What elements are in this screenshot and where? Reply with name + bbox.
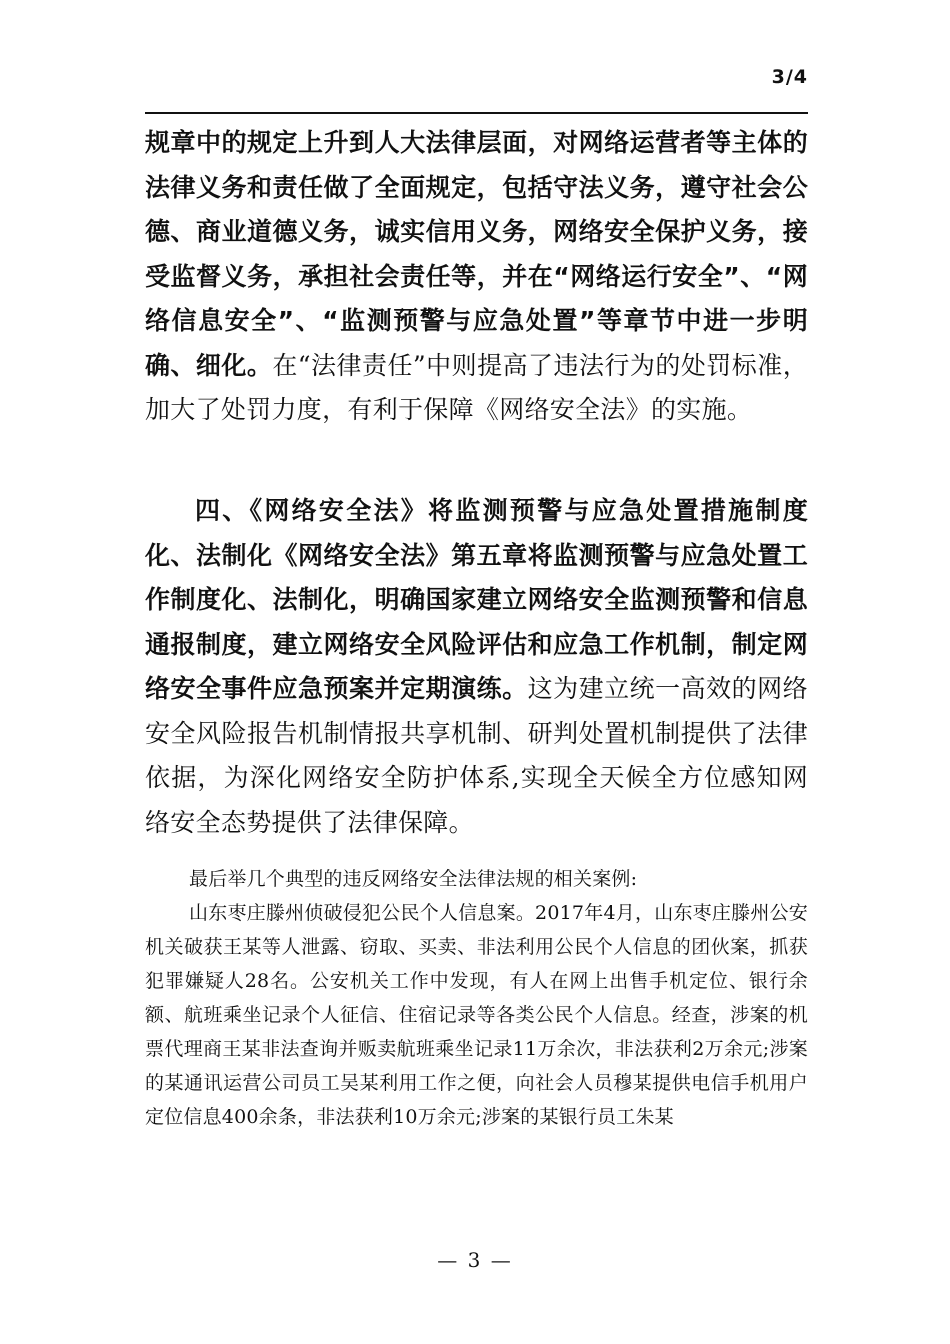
paragraph-legal-obligations [145, 121, 808, 433]
header-rule [145, 112, 808, 114]
section-heading-text: 四、《网络安全法》将监测预警与应急处置措施制度化、法制化《网络安全法》第五章将监测预警与应急处置工作制度化、法制化，明确国家建立网络安全监测预警和信息通报制度，建立网络安全风险评估和应急工作机制，制定网络安全事件应急预案并定期演练。 [145, 496, 808, 703]
footer-page-number: — 3 — [437, 1248, 513, 1272]
paragraph-case-tengzhou: 山东枣庄滕州侦破侵犯公民个人信息案。2017年4月，山东枣庄滕州公安机关破获王某等人泄露、窃取、买卖、非法利用公民个人信息的团伙案，抓获犯罪嫌疑人28名。公安机关工作中发现，有人在网上出售手机定位、银行余额、航班乘坐记录个人征信、住宿记录等各类公民个人信息。经查，涉案的机票代理商王某非法查询并贩卖航班乘坐记录11万余次，非法获利2万余元;涉案的某通讯运营公司员工吴某利用工作之便，向社会人员穆某提供电信手机用户定位信息400余条，非法获利10万余元;涉案的某银行员工朱某 [145, 902, 808, 1128]
paragraph-normal-text: 在“法律责任”中则提高了违法行为的处罚标准，加大了处罚力度，有利于保障《网络安全法》的实施。 [145, 350, 808, 424]
paragraph-cases-intro: 最后举几个典型的违反网络安全法律法规的相关案例: [189, 868, 638, 890]
page-counter: 3/4 [771, 66, 808, 88]
paragraph-bold-text: 规章中的规定上升到人大法律层面，对网络运营者等主体的法律义务和责任做了全面规定，包括守法义务，遵守社会公德、商业道德义务，诚实信用义务，网络安全保护义务，接受监督义务，承担社会责任等，并在“网络运行安全”、“网络信息安全”、“监测预警与应急处置”等章节中进一步明确、细化。 [145, 128, 808, 380]
paragraph-section-four [145, 489, 808, 845]
paragraph-normal-text: 这为建立统一高效的网络安全风险报告机制情报共享机制、研判处置机制提供了法律依据，为深化网络安全防护体系,实现全天候全方位感知网络安全态势提供了法律保障。 [145, 674, 808, 837]
